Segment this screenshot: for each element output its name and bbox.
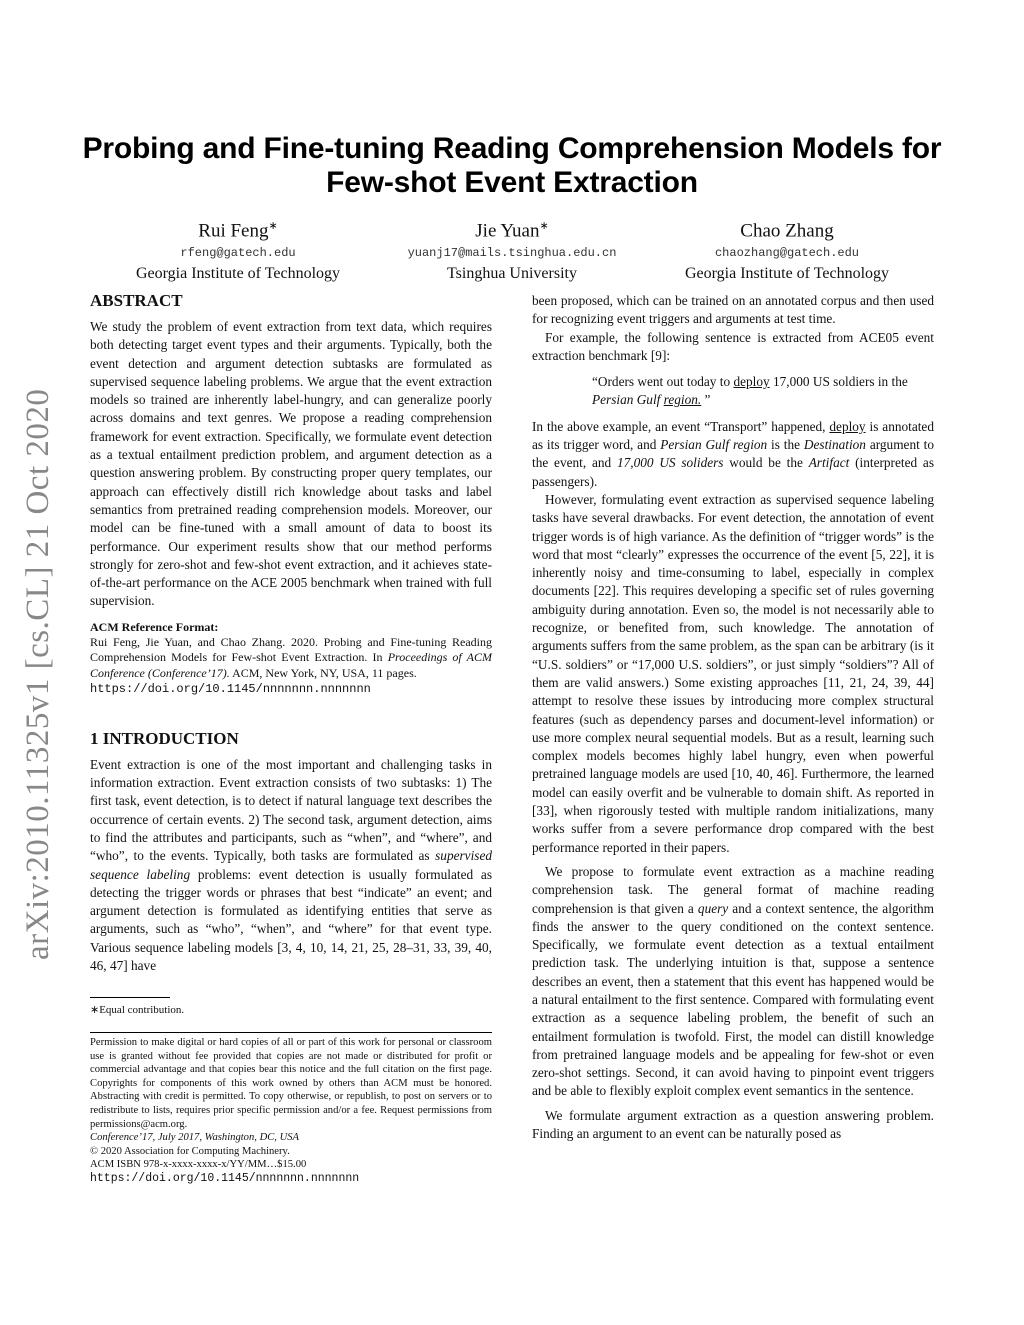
footnote-rule — [90, 997, 170, 998]
abstract-text: We study the problem of event extraction from text data, which requires both detecting target event types and their arguments. Typically, both the event detection and argument detection subtasks are formulated as supervised sequence labeling problems. We argue that the event extraction models so trained are inherently label-hungry, and can generalize poorly across domains and text genres. We propose a reading comprehension framework for event extraction. Specifically, we formulate event detection as a textual entailment prediction problem, and argument detection as a question answering problem. By constructing proper query templates, our approach can effectively distill rich knowledge about tasks and label semantics from pretrained reading comprehension models. Moreover, our model can be fine-tuned with a small amount of data to boost its performance. Our experiment results show that our method performs strongly for zero-shot and few-shot event extraction, and it achieves state-of-the-art performance on the ACE 2005 benchmark when trained with full supervision. — [90, 319, 492, 609]
author-block — [362, 214, 662, 285]
argument-span: region. — [663, 392, 702, 408]
example-quote: “Orders went out today to deploy 17,000 US soldiers in the Persian Gulf region. ” — [592, 374, 908, 408]
acm-reference-heading: ACM Reference Format: — [90, 619, 219, 634]
arxiv-stamp: arXiv:2010.11325v1 [cs.CL] 21 Oct 2020 — [20, 388, 56, 960]
author-affiliation: Georgia Institute of Technology — [684, 265, 890, 283]
trigger-word: deploy — [733, 374, 770, 390]
copyright-line: © 2020 Association for Computing Machinery. — [90, 1145, 290, 1157]
footnote: ∗Equal contribution. — [90, 1004, 185, 1016]
author-email: chaozhang@gatech.edu — [714, 246, 860, 261]
title-line-1: Probing and Fine-tuning Reading Comprehension Models for — [82, 132, 942, 165]
author-name: Rui Feng∗ — [198, 220, 278, 242]
permission-text: Permission to make digital or hard copies of all or part of this work for personal or classroom use is granted without fee provided that copies are not made or distributed for profit or commercial advantage and that copies bear this notice and the full citation on the first page. Copyrights for components of this work owned by others than ACM must be honored. Abstracting with credit is permitted. To copy otherwise, or republish, to post on servers or to redistribute to lists, requires prior specific permission and/or a fee. Request permissions from permissions@acm.org. — [90, 1037, 492, 1130]
isbn-line: ACM ISBN 978-x-xxxx-xxxx-x/YY/MM…$15.00 — [90, 1159, 307, 1171]
title-line-2: Few-shot Event Extraction — [326, 166, 698, 199]
author-name: Jie Yuan∗ — [475, 220, 549, 242]
author-affiliation: Georgia Institute of Technology — [135, 265, 341, 283]
author-block — [637, 214, 937, 285]
acm-reference-text: Rui Feng, Jie Yuan, and Chao Zhang. 2020. Probing and Fine-tuning Reading Comprehension Models for Few-shot Event Extraction. In Proceedings of ACM Conference (Conference’17). ACM, New York, NY, USA, 11 pages. https://doi.org/10.1145/nnnnnnn.nnnnnnn — [90, 634, 492, 697]
body-paragraph: In the above example, an event “Transport” happened, deploy is annotated as its trigger word, and Persian Gulf region is the Destination argument to the event, and 17,000 US soliders would be the Artifact (interpreted as passengers). — [532, 418, 934, 489]
doi-link[interactable]: https://doi.org/10.1145/nnnnnnn.nnnnnnn — [90, 1171, 360, 1185]
author-email: rfeng@gatech.edu — [180, 246, 296, 261]
permission-rule — [90, 1032, 492, 1033]
body-paragraph: We formulate argument extraction as a question answering problem. Finding an argument to an event can be naturally posed as — [532, 1107, 934, 1142]
permission-block — [90, 1036, 492, 1186]
abstract-heading: ABSTRACT — [90, 291, 183, 310]
body-paragraph: However, formulating event extraction as supervised sequence labeling tasks have several drawbacks. For event detection, the annotation of event trigger words is of high variance. As the definition of “trigger words” is the word that most “clearly” expresses the occurrence of the event [5, 22], it is inherently noisy and time-consuming to label, especially in complex documents [22]. This requires developing a specific set of rules governing ambiguity during annotation. Even so, the model is not necessarily able to recognize, or benefited from, such knowledge. The annotation of arguments suffers from the same problem, as the span can be arbitrary (is it “U.S. soldiers” or “17,000 U.S. soldiers”, or just simply “soldiers”? All of them are valid answers.) Some existing approaches [11, 21, 24, 39, 44] attempt to resolve these issues by introducing more complex structural features (such as dependency parses and document-level information) or use more complex neural sequential models. But as a result, learning such complex models becomes highly label hungry, even when powerful pretrained language models are used [10, 40, 46]. Furthermore, the learned model can easily overfit and be vulnerable to domain shift. As reported in [33], when rigorously tested with multiple random initializations, many works suffer from a severe performance drop compared with the best performance reported in their papers. — [532, 491, 934, 855]
body-paragraph: We propose to formulate event extraction as a machine reading comprehension task. The general format of machine reading comprehension is that given a query and a context sentence, the algorithm finds the answer to the query conditioned on the context sentence. Specifically, we formulate event detection as a textual entailment prediction task. The underlying intuition is that, suppose a sentence describes an event, then a statement that this event has happened would be a natural entailment to the first sentence. Compared with formulating event extraction as a sequence labeling problem, the benefit of such an entailment formulation is twofold. First, the model can distill knowledge from pretrained language models and be appealing for few-shot or even zero-shot settings. Second, it can avoid having to pinpoint event triggers and be able to flexibly exploit complex event semantics in the sentence. — [532, 863, 934, 1099]
left-column — [90, 290, 492, 975]
acm-reference-doi[interactable]: https://doi.org/10.1145/nnnnnnn.nnnnnnn — [90, 682, 371, 697]
conference-line: Conference’17, July 2017, Washington, DC, USA — [90, 1132, 300, 1144]
author-email: yuanj17@mails.tsinghua.edu.cn — [407, 246, 617, 261]
paper-title — [60, 132, 964, 200]
introduction-paragraph: Event extraction is one of the most important and challenging tasks in information extraction. Event extraction consists of two subtasks: 1) The first task, event detection, is to detect if natural language text describes the occurrence of certain events. 2) The second task, argument detection, aims to find the attributes and participants, such as “when”, and “where”, and “who”, to the events. Typically, both tasks are formulated as supervised sequence labeling problems: event detection is usually formulated as detecting the trigger words or phrases that best “indicate” an event; and argument detection is formulated as identifying entities that serve as arguments, such as “who”, “when”, and “where” for that event type. Various sequence labeling models [3, 4, 10, 14, 21, 25, 28–31, 33, 39, 40, 46, 47] have — [90, 756, 492, 974]
body-paragraph: been proposed, which can be trained on an annotated corpus and then used for recognizing event triggers and arguments at test time. — [532, 293, 934, 327]
author-block — [88, 214, 388, 285]
author-affiliation: Tsinghua University — [447, 265, 577, 283]
author-name: Chao Zhang — [740, 220, 834, 242]
introduction-heading: 1 INTRODUCTION — [90, 728, 239, 748]
right-column — [532, 292, 934, 1143]
body-paragraph: For example, the following sentence is extracted from ACE05 event extraction benchmark [9]: — [532, 329, 934, 363]
